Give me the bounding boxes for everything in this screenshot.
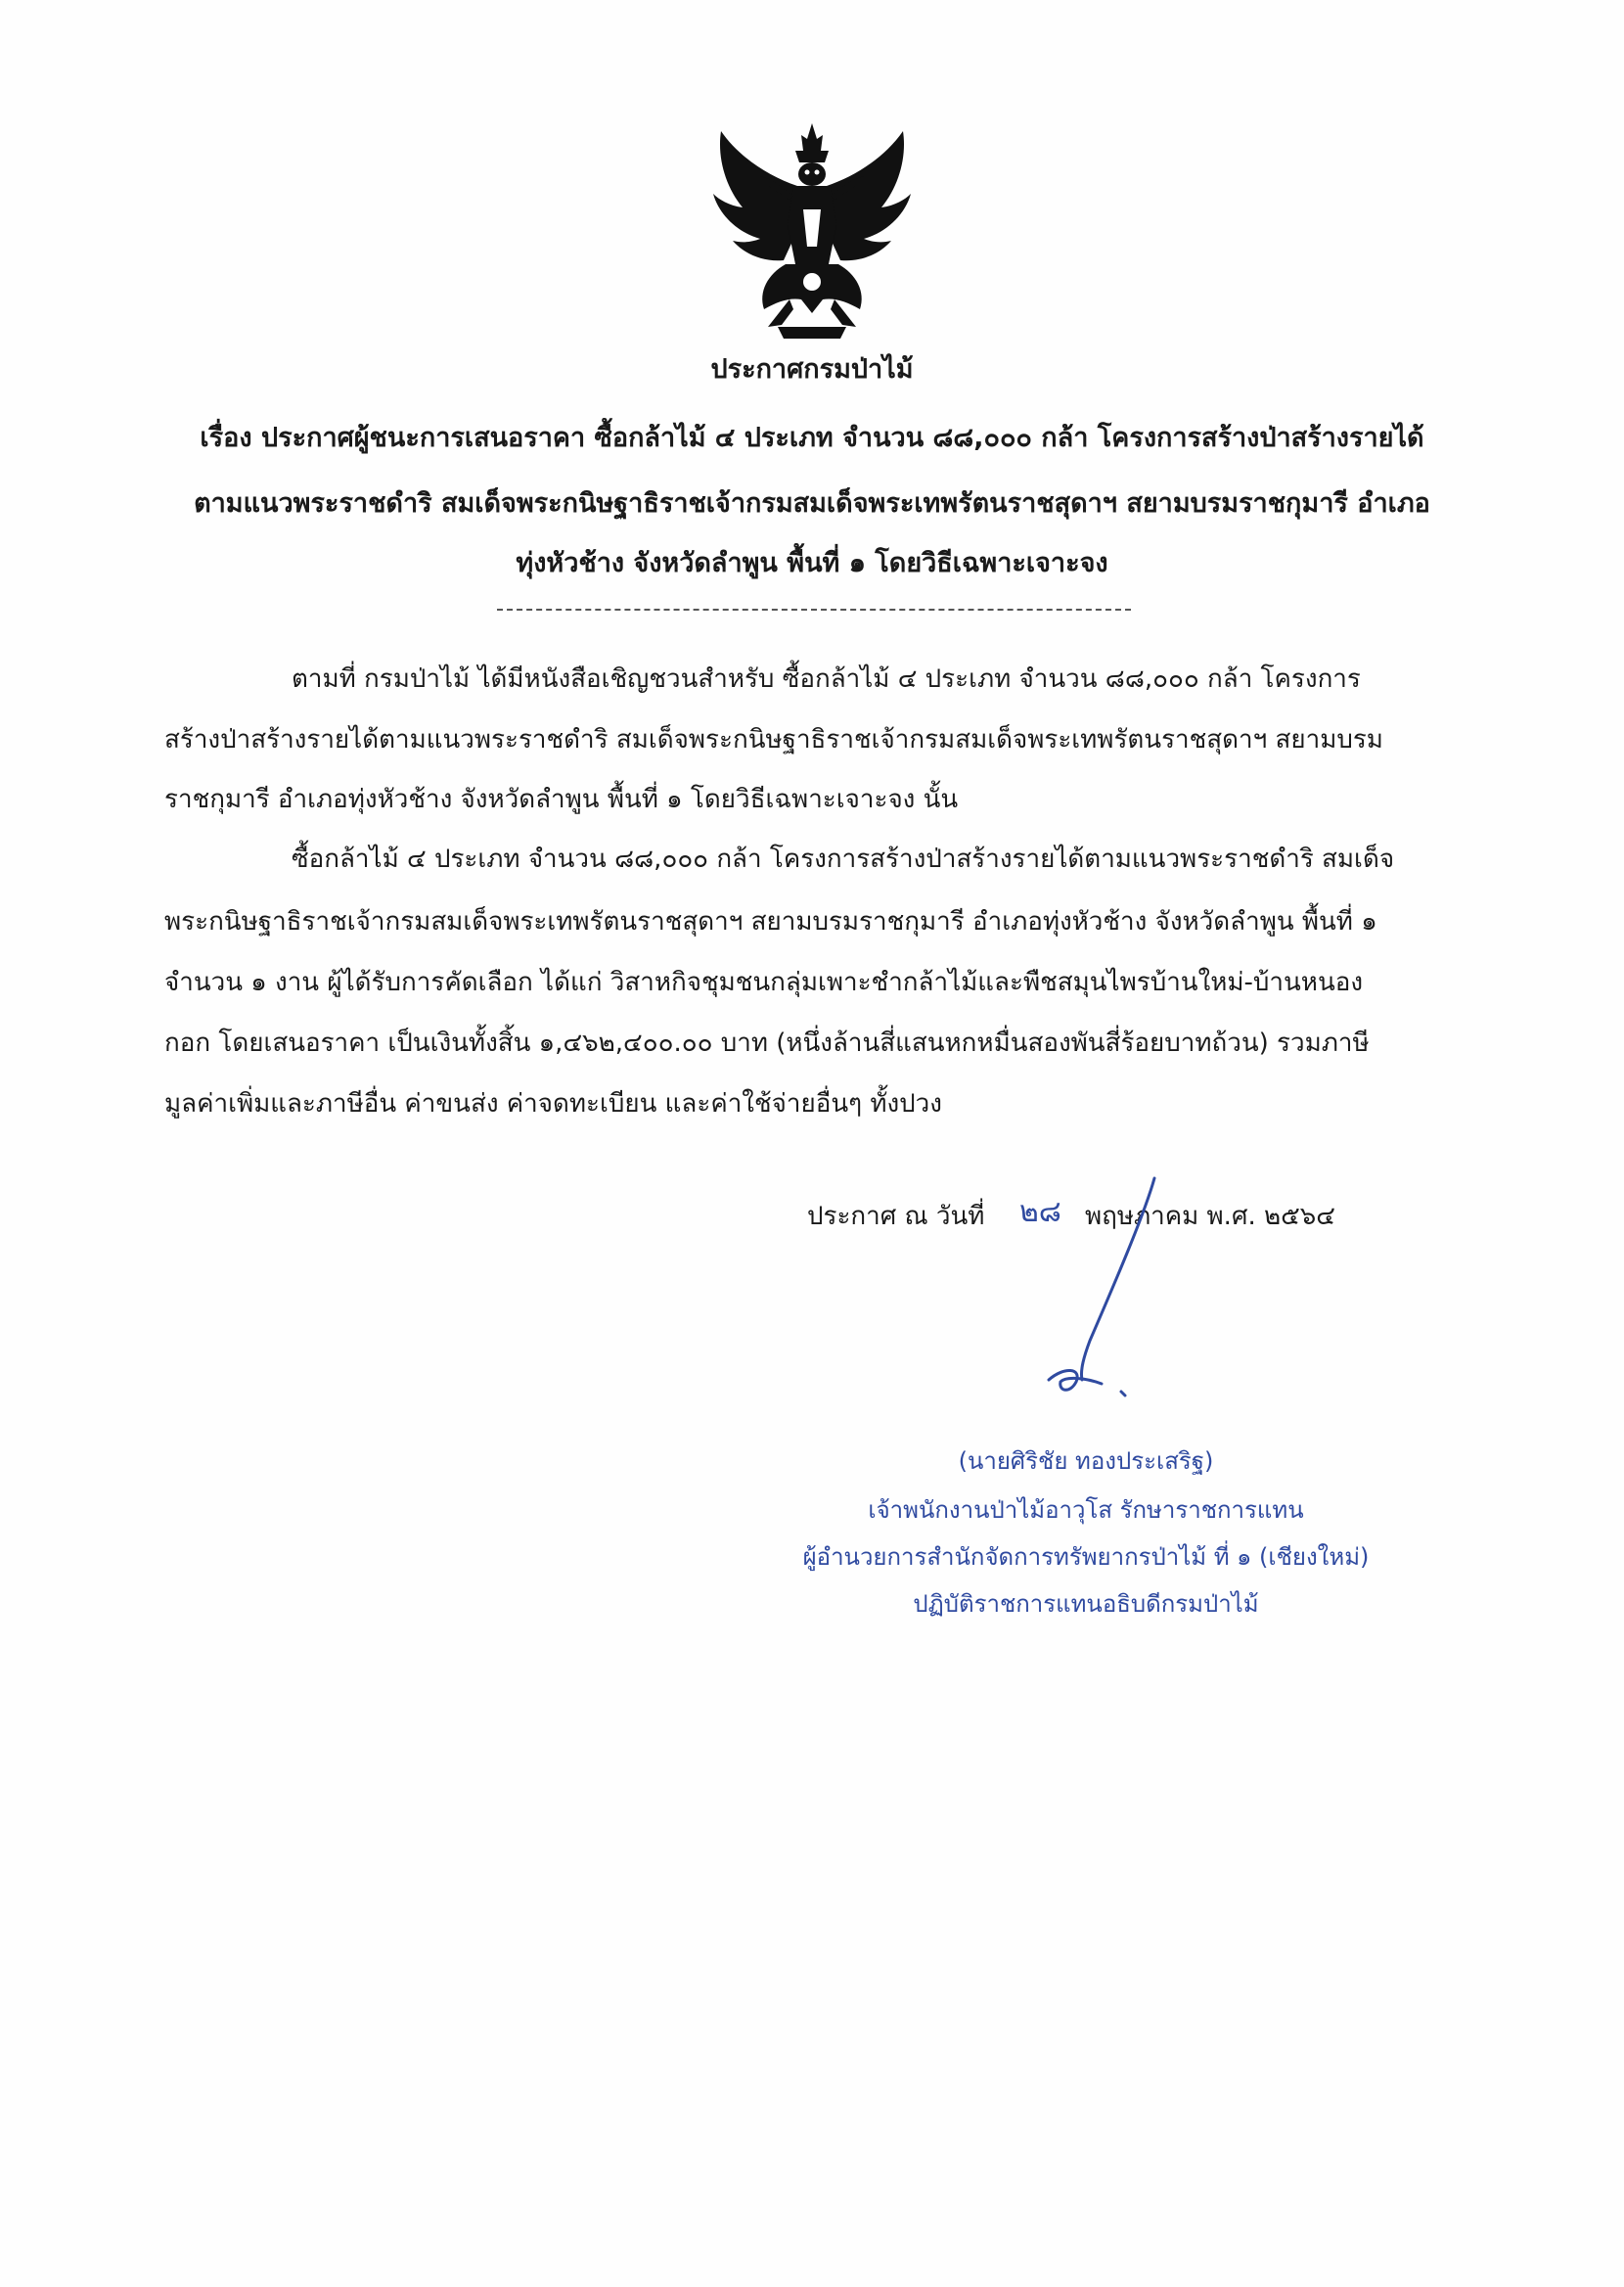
signatory-position: เจ้าพนักงานป่าไม้อาวุโส รักษาราชการแทน: [868, 1496, 1304, 1524]
paragraph-line: มูลค่าเพิ่มและภาษีอื่น ค่าขนส่ง ค่าจดทะเบียน และค่าใช้จ่ายอื่นๆ ทั้งปวง: [164, 1089, 942, 1119]
paragraph-line: สร้างป่าสร้างรายได้ตามแนวพระราชดำริ สมเด็จพระกนิษฐาธิราชเจ้ากรมสมเด็จพระเทพรัตนราชสุดาฯ สยามบรม: [164, 725, 1383, 755]
handwritten-day-text: ๒๘: [1019, 1195, 1061, 1229]
signatory-position: ผู้อำนวยการสำนักจัดการทรัพยากรป่าไม้ ที่ ๑ (เชียงใหม่): [802, 1543, 1370, 1571]
signatory-name: (นายศิริชัย ทองประเสริฐ): [958, 1447, 1214, 1475]
announcement-month-year: พฤษภาคม พ.ศ. ๒๕๖๔: [1084, 1202, 1335, 1231]
paragraph-line: พระกนิษฐาธิราชเจ้ากรมสมเด็จพระเทพรัตนราชสุดาฯ สยามบรมราชกุมารี อำเภอทุ่งหัวช้าง จังหวัดลำพูน พื้นที่ ๑: [164, 907, 1377, 937]
garuda-emblem-icon: [699, 117, 925, 343]
subject-line: เรื่อง ประกาศผู้ชนะการเสนอราคา ซื้อกล้าไม้ ๔ ประเภท จำนวน ๘๘,๐๐๐ กล้า โครงการสร้างป่าสร้างรายได้: [200, 423, 1424, 453]
subject-line: ทุ่งหัวช้าง จังหวัดลำพูน พื้นที่ ๑ โดยวิธีเฉพาะเจาะจง: [516, 548, 1108, 578]
signature-icon: [1008, 1174, 1203, 1409]
paragraph-line: จำนวน ๑ งาน ผู้ได้รับการคัดเลือก ได้แก่ วิสาหกิจชุมชนกลุ่มเพาะชำกล้าไม้และพืชสมุนไพรบ้านใหม่-บ้านหนอง: [164, 968, 1364, 997]
paragraph-line: กอก โดยเสนอราคา เป็นเงินทั้งสิ้น ๑,๔๖๒,๔๐๐.๐๐ บาท (หนึ่งล้านสี่แสนหกหมื่นสองพันสี่ร้อยบาทถ้วน) รวมภาษี: [164, 1029, 1370, 1058]
paragraph-line: ราชกุมารี อำเภอทุ่งหัวช้าง จังหวัดลำพูน พื้นที่ ๑ โดยวิธีเฉพาะเจาะจง นั้น: [164, 785, 959, 814]
dashed-divider: [497, 609, 1131, 611]
announcement-prefix: ประกาศ ณ วันที่: [807, 1202, 985, 1231]
paragraph-line: ซื้อกล้าไม้ ๔ ประเภท จำนวน ๘๘,๐๐๐ กล้า โครงการสร้างป่าสร้างรายได้ตามแนวพระราชดำริ สมเด็จ: [292, 845, 1395, 874]
subject-line: ตามแนวพระราชดำริ สมเด็จพระกนิษฐาธิราชเจ้ากรมสมเด็จพระเทพรัตนราชสุดาฯ สยามบรมราชกุมารี อำเภอ: [194, 488, 1430, 519]
paragraph-line: ตามที่ กรมป่าไม้ ได้มีหนังสือเชิญชวนสำหรับ ซื้อกล้าไม้ ๔ ประเภท จำนวน ๘๘,๐๐๐ กล้า โครงการ: [292, 664, 1361, 694]
signatory-position: ปฏิบัติราชการแทนอธิบดีกรมป่าไม้: [913, 1590, 1259, 1618]
document-title: ประกาศกรมป่าไม้: [710, 354, 914, 385]
